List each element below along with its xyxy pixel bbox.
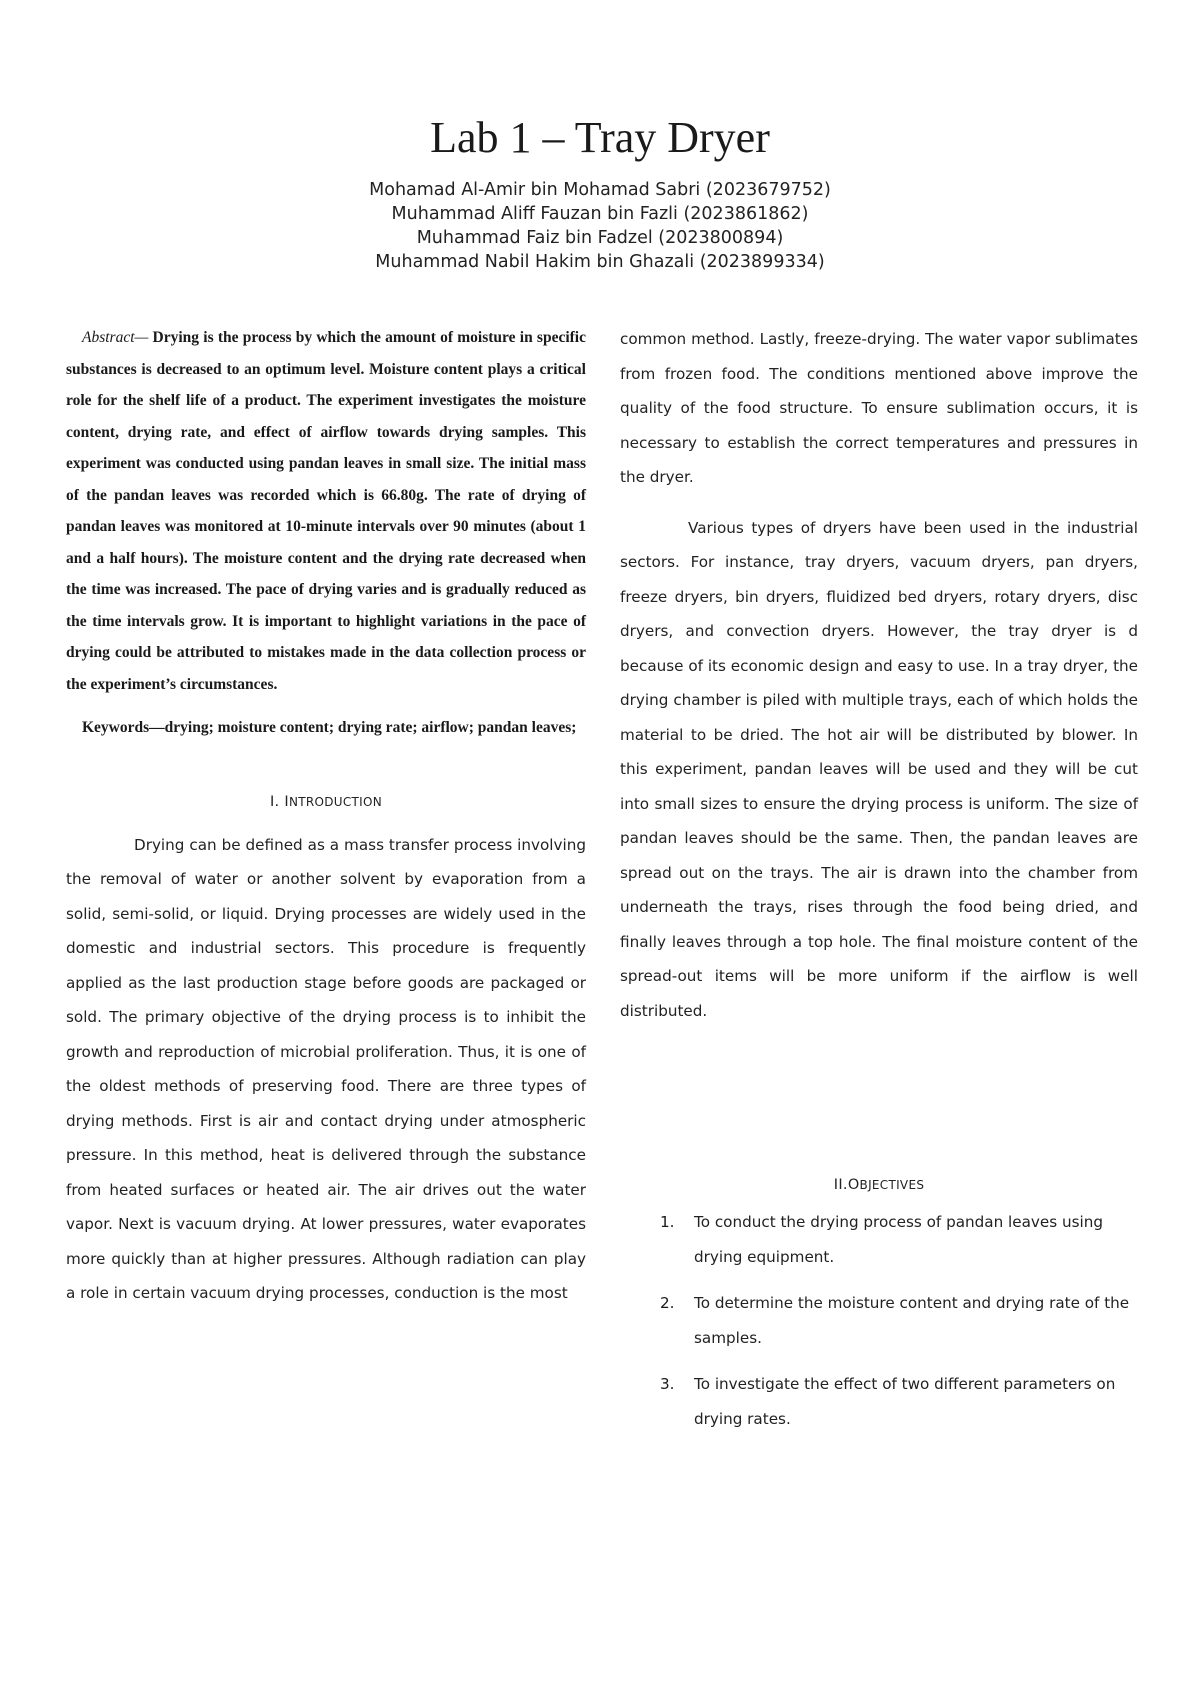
list-item xyxy=(620,1286,1138,1355)
abstract-text: Drying is the process by which the amount of moisture in specific substances is decreased to an optimum level. Moisture content plays a critical role for the shelf life of a product. The experiment investigates the moisture content, drying rate, and effect of airflow towards drying samples. This experiment was conducted using pandan leaves in small size. The initial mass of the pandan leaves was recorded which is 66.80g. The rate of drying of pandan leaves was monitored at 10-minute intervals over 90 minutes (about 1 and a half hours). The moisture content and the drying rate decreased when the time was increased. The pace of drying varies and is gradually reduced as the time intervals grow. It is important to highlight variations in the pace of drying could be attributed to mistakes made in the data collection process or the experiment’s circumstances. xyxy=(66,329,586,693)
keywords xyxy=(66,712,586,744)
author-line: Muhammad Nabil Hakim bin Ghazali (2023899334) xyxy=(375,252,825,272)
list-item-text: To determine the moisture content and drying rate of the samples. xyxy=(694,1294,1130,1347)
author-list xyxy=(0,178,1200,274)
list-item xyxy=(620,1205,1138,1274)
introduction-paragraph: Drying can be defined as a mass transfer process involving the removal of water or another solvent by evaporation from a solid, semi-solid, or liquid. Drying processes are widely used in the domestic and industrial sectors. This procedure is frequently applied as the last production stage before goods are packaged or sold. The primary objective of the drying process is to inhibit the growth and reproduction of microbial proliferation. Thus, it is one of the oldest methods of preserving food. There are three types of drying methods. First is air and contact drying under atmospheric pressure. In this method, heat is delivered through the substance from heated surfaces or heated air. The air drives out the water vapor. Next is vacuum drying. At lower pressures, water evaporates more quickly than at higher pressures. Although radiation can play a role in certain vacuum drying processes, conduction is the most xyxy=(66,835,586,1302)
introduction-paragraph-2: Various types of dryers have been used in the industrial sectors. For instance, tray dryers, vacuum dryers, pan dryers, freeze dryers, bin dryers, fluidized bed dryers, rotary dryers, disc dryers, and convection dryers. However, the tray dryer is d because of its economic design and easy to use. In a tray dryer, the drying chamber is piled with multiple trays, each of which holds the material to be dried. The hot air will be distributed by blower. In this experiment, pandan leaves will be used and they will be cut into small sizes to ensure the drying process is uniform. The size of pandan leaves should be the same. Then, the pandan leaves are spread out on the trays. The air is drawn into the chamber from underneath the trays, rises through the food being dried, and finally leaves through a top hole. The final moisture content of the spread-out items will be more uniform if the airflow is well distributed. xyxy=(620,518,1138,1020)
right-column xyxy=(620,322,1138,1428)
keywords-label: Keywords— xyxy=(82,719,165,736)
introduction-paragraph-continued: common method. Lastly, freeze-drying. The water vapor sublimates from frozen food. The conditions mentioned above improve the quality of the food structure. To ensure sublimation occurs, it is necessary to establish the correct temperatures and pressures in the dryer. xyxy=(620,330,1138,486)
section-numeral: II. xyxy=(833,1177,848,1193)
section-numeral: I. xyxy=(269,793,280,810)
list-item-number: 1. xyxy=(660,1213,675,1231)
introduction-heading xyxy=(66,794,586,810)
list-item-text: To investigate the effect of two different parameters on drying rates. xyxy=(694,1375,1116,1428)
section-title-rest: BJECTIVES xyxy=(859,1178,925,1192)
author-line: Muhammad Aliff Fauzan bin Fazli (2023861862) xyxy=(391,204,809,224)
author-line: Mohamad Al-Amir bin Mohamad Sabri (2023679752) xyxy=(369,180,831,200)
list-item-number: 3. xyxy=(660,1375,675,1393)
abstract-label: Abstract— xyxy=(82,329,149,346)
list-item-text: To conduct the drying process of pandan leaves using drying equipment. xyxy=(694,1213,1104,1266)
objectives-list xyxy=(620,1205,1138,1448)
list-item xyxy=(620,1367,1138,1436)
section-title-initial: I xyxy=(284,793,289,810)
section-title-rest: NTRODUCTION xyxy=(288,794,383,809)
list-item-number: 2. xyxy=(660,1294,675,1312)
paper-title: Lab 1 – Tray Dryer xyxy=(430,113,770,162)
abstract xyxy=(66,322,586,700)
section-title-initial: O xyxy=(847,1177,860,1193)
left-column xyxy=(66,322,586,1311)
objectives-heading xyxy=(620,1177,1138,1193)
author-line: Muhammad Faiz bin Fadzel (2023800894) xyxy=(416,228,784,248)
keywords-text: drying; moisture content; drying rate; airflow; pandan leaves; xyxy=(164,719,577,736)
